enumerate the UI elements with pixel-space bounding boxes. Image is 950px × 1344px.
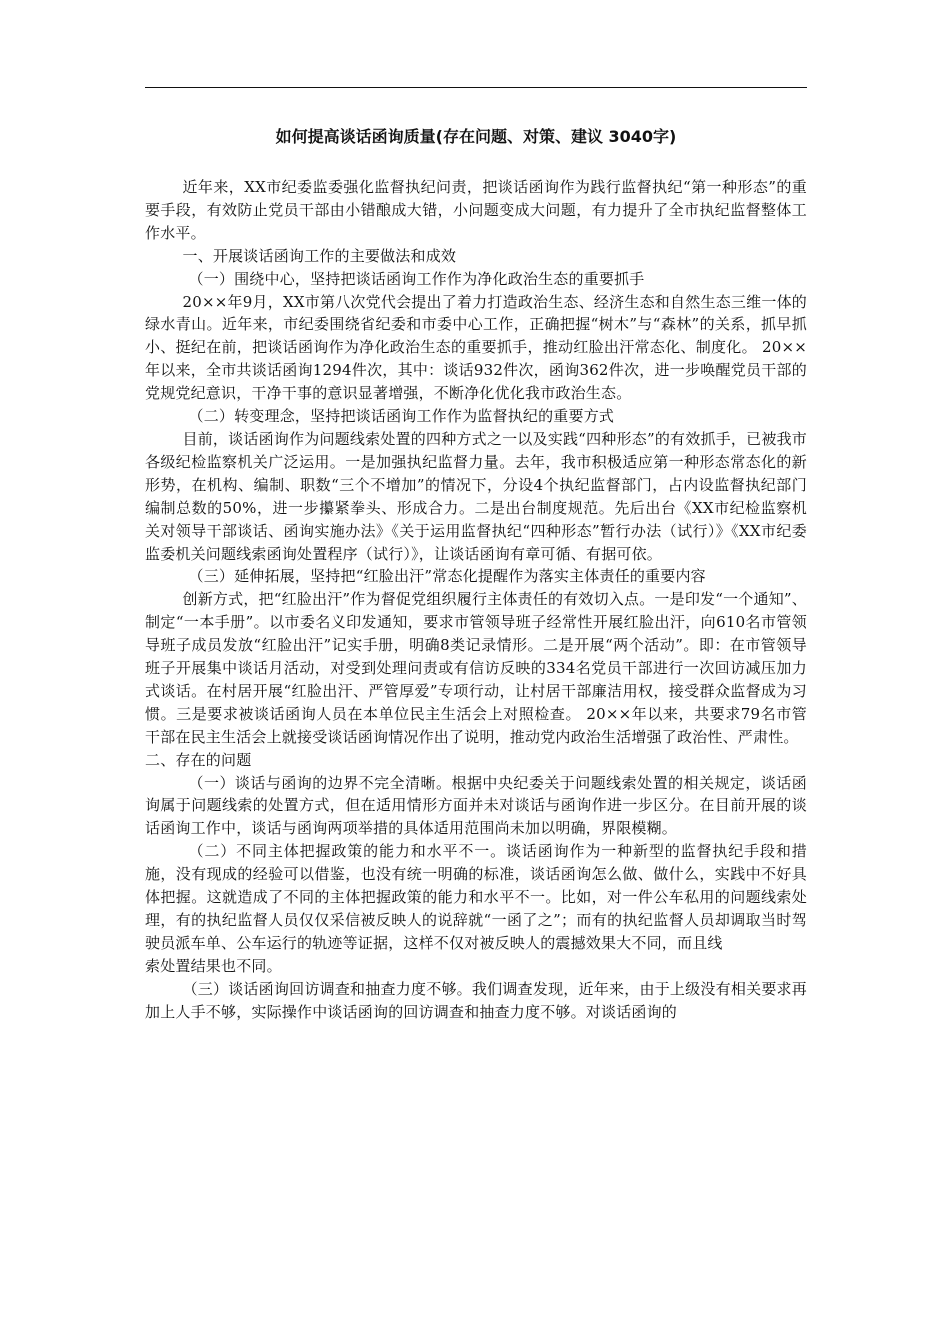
paragraph: 20××年9月，XX市第八次党代会提出了着力打造政治生态、经济生态和自然生态三维一体的绿水青山。近年来，市纪委围绕省纪委和市委中心工作，正确把握“树木”与“森林”的关系，抓早抓小、挺纪在前，把谈话函询作为净化政治生态的重要抓手，推动红脸出汗常态化、制度化。 20××年以来，全市共谈话函询1294件次，其中：谈话932件次，函询362件次，进一步唤醒党员干部的党规党纪意识，干净干事的意识显著增强，不断净化优化我市政治生态。	[145, 292, 807, 403]
paragraph: （二）不同主体把握政策的能力和水平不一。谈话函询作为一种新型的监督执纪手段和措施，没有现成的经验可以借鉴，也没有统一明确的标准，谈话函询怎么做、做什么，实践中不好具体把握。这就造成了不同的主体把握政策的能力和水平不一。比如，对一件公车私用的问题线索处理，有的执纪监督人员仅仅采信被反映人的说辞就“一函了之”；而有的执纪监督人员却调取当时驾驶员派车单、公车运行的轨迹等证据，这样不仅对被反映人的震撼效果大不同，而且线	[145, 842, 807, 952]
paragraph: 一、开展谈话函询工作的主要做法和成效	[182, 246, 457, 265]
paragraph: 索处置结果也不同。	[145, 956, 282, 975]
paragraph: 二、存在的问题	[145, 750, 252, 769]
paragraph: （三）延伸拓展，坚持把“红脸出汗”常态化提醒作为落实主体责任的重要内容	[188, 567, 706, 586]
paragraph: 近年来，XX市纪委监委强化监督执纪问责，把谈话函询作为践行监督执纪“第一种形态”的重要手段，有效防止党员干部由小错酿成大错，小问题变成大问题，有力提升了全市执纪监督整体工作水平。	[145, 178, 807, 242]
header-rule	[145, 87, 807, 88]
paragraph: （一）围绕中心，坚持把谈话函询工作作为净化政治生态的重要抓手	[188, 269, 645, 288]
paragraph: 目前，谈话函询作为问题线索处置的四种方式之一以及实践“四种形态”的有效抓手，已被我市各级纪检监察机关广泛运用。一是加强执纪监督力量。去年，我市积极适应第一种形态常态化的新形势，在机构、编制、职数“三个不增加”的情况下，分设4个执纪监督部门，占内设监督执纪部门编制总数的50%，进一步攥紧拳头、形成合力。二是出台制度规范。先后出台《XX市纪检监察机关对领导干部谈话、函询实施办法》《关于运用监督执纪“四种形态”暂行办法（试行）》《XX市纪委监委机关问题线索函询处置程序（试行）》，让谈话函询有章可循、有据可依。	[145, 429, 807, 563]
paragraph: （一）谈话与函询的边界不完全清晰。根据中央纪委关于问题线索处置的相关规定，谈话函询属于问题线索的处置方式，但在适用情形方面并未对谈话与函询作进一步区分。在目前开展的谈话函询工作中，谈话与函询两项举措的具体适用范围尚未加以明确，界限模糊。	[145, 773, 807, 838]
paragraph: （二）转变理念，坚持把谈话函询工作作为监督执纪的重要方式	[188, 407, 615, 426]
paragraph: 创新方式，把“红脸出汗”作为督促党组织履行主体责任的有效切入点。一是印发“一个通知”、制定“一本手册”。以市委名义印发通知，要求市管领导班子经常性开展红脸出汗，向610名市管领导班子成员发放“红脸出汗”记实手册，明确8类记录情形。二是开展“两个活动”。即：在市管领导班子开展集中谈话月活动，对受到处理问责或有信访反映的334名党员干部进行一次回访减压加力式谈话。在村居开展“红脸出汗、严管厚爱”专项行动，让村居干部廉洁用权，接受群众监督成为习惯。三是要求被谈话函询人员在本单位民主生活会上对照检查。 20××年以来，共要求79名市管干部在民主生活会上就接受谈话函询情况作出了说明，推动党内政治生活增强了政治性、严肃性。	[145, 590, 807, 746]
document-title: 如何提高谈话函询质量(存在问题、对策、建议 3040字)	[275, 127, 677, 146]
document-body	[145, 176, 807, 1024]
paragraph: （三）谈话函询回访调查和抽查力度不够。我们调查发现，近年来，由于上级没有相关要求再加上人手不够，实际操作中谈话函询的回访调查和抽查力度不够。对谈话函询的	[145, 979, 807, 1021]
